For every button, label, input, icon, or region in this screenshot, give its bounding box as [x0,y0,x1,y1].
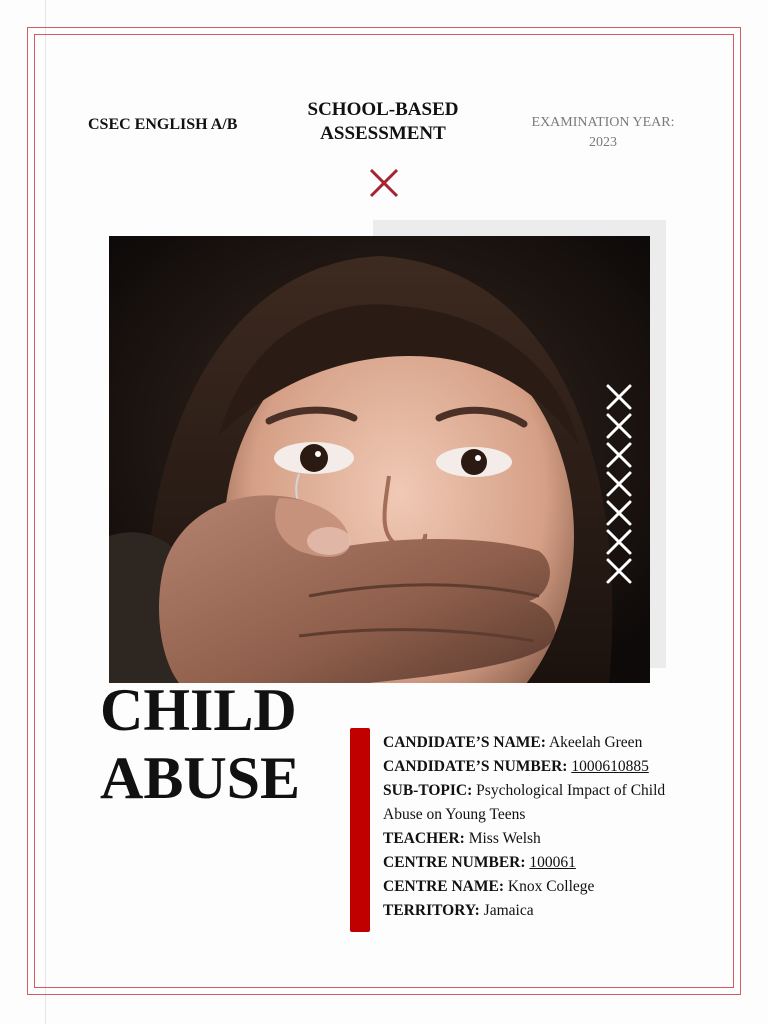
teacher-value: Miss Welsh [468,830,541,847]
cover-photo [109,236,650,683]
candidate-name-value: Akeelah Green [548,734,643,751]
exam-year-value: 2023 [589,135,617,150]
centre-name-label: CENTRE NAME: [383,878,504,895]
teacher-label: TEACHER: [383,830,465,847]
accent-bar [350,728,370,932]
candidate-name-row [383,731,703,755]
subject-label: CSEC ENGLISH A/B [88,116,238,133]
sub-topic-value: Psychological Impact of Child Abuse on Young Teens [383,782,666,823]
cover-title-line2: ABUSE [100,745,301,811]
cover-title [100,676,300,812]
candidate-number-value: 1000610885 [571,758,649,775]
territory-row [383,899,703,923]
cover-photo-illustration [109,236,650,683]
x-mark-icon [367,166,401,200]
sub-topic-row [383,779,703,827]
exam-year-label: EXAMINATION YEAR: [531,115,675,130]
centre-number-label: CENTRE NUMBER: [383,854,526,871]
centre-number-value: 100061 [529,854,576,871]
assessment-title-line2: ASSESSMENT [320,123,446,144]
teacher-row [383,827,703,851]
assessment-title-line1: SCHOOL-BASED [307,99,459,120]
exam-year [508,113,698,153]
candidate-number-row [383,755,703,779]
sub-topic-label: SUB-TOPIC: [383,782,473,799]
candidate-info [383,731,703,923]
territory-value: Jamaica [483,902,534,919]
territory-label: TERRITORY: [383,902,480,919]
cover-title-line1: CHILD [100,677,297,743]
candidate-number-label: CANDIDATE’S NUMBER: [383,758,568,775]
candidate-name-label: CANDIDATE’S NAME: [383,734,546,751]
centre-number-row [383,851,703,875]
assessment-title [288,98,478,146]
centre-name-value: Knox College [507,878,595,895]
x-pattern-icon [604,382,634,586]
centre-name-row [383,875,703,899]
